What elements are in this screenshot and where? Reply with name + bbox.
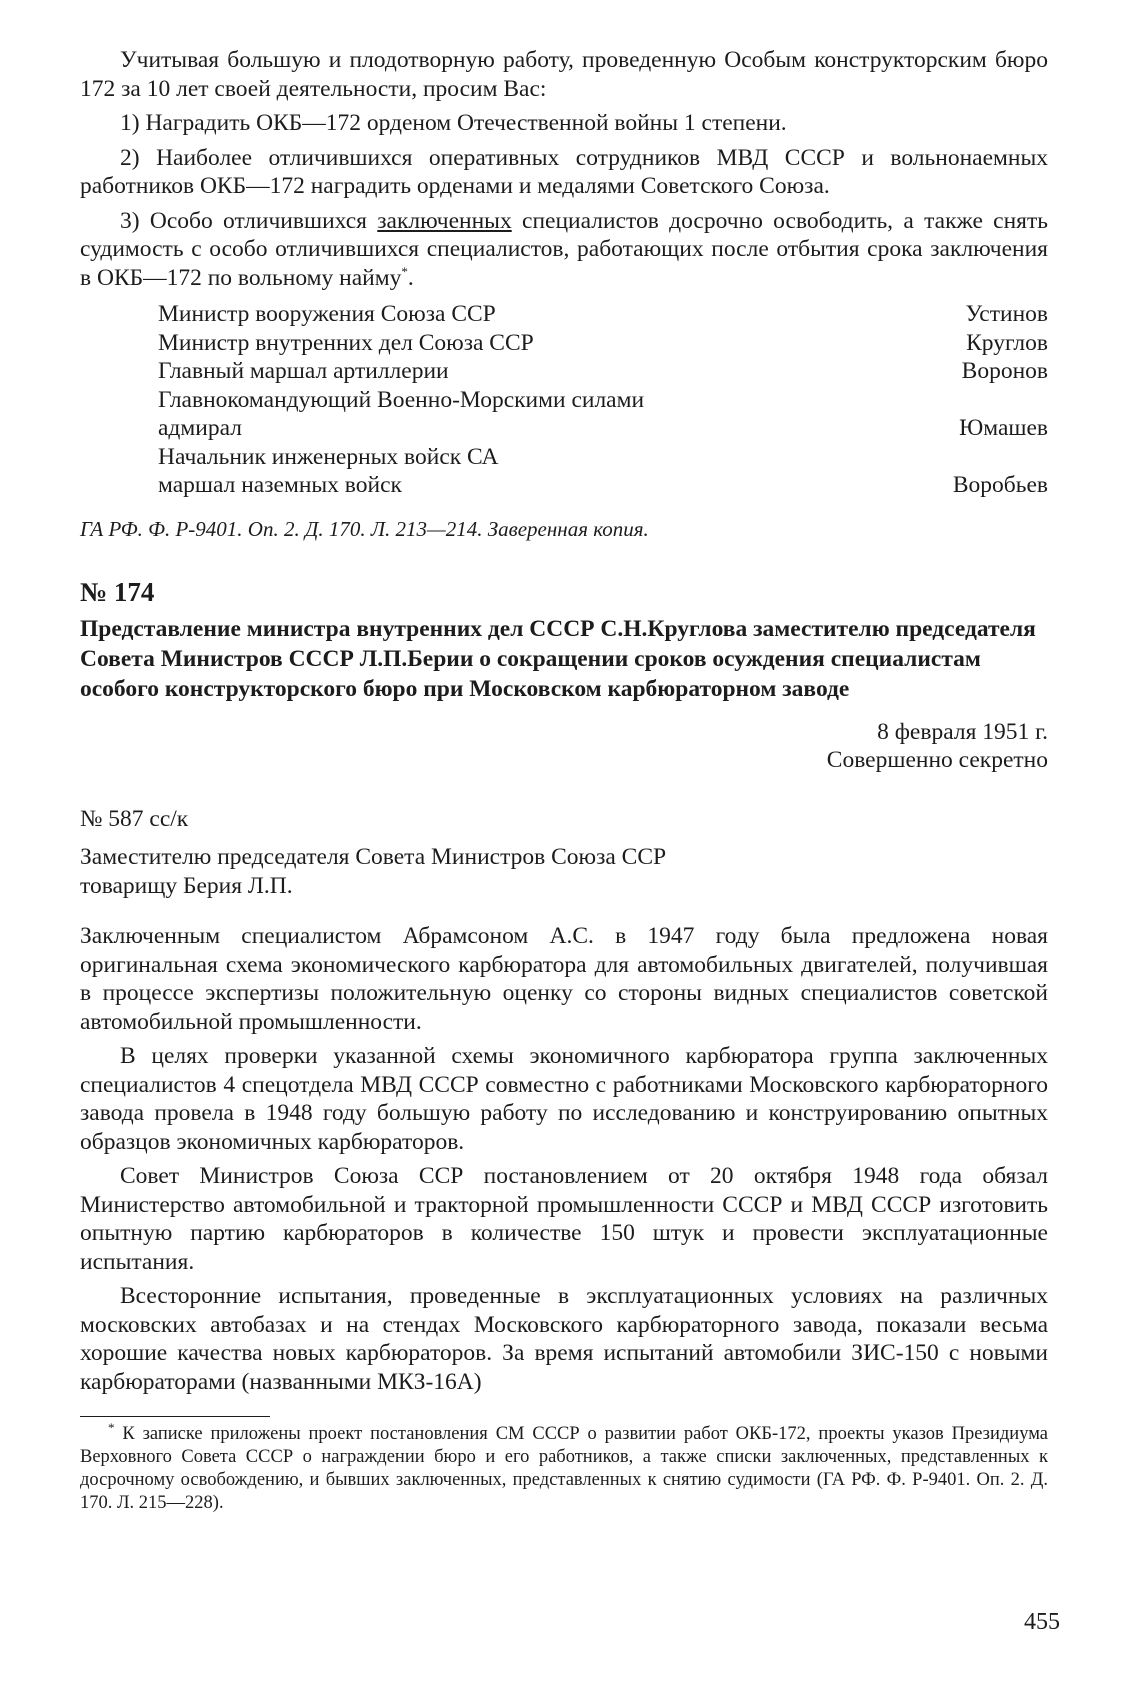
document-date: 8 февраля 1951 г.: [877, 718, 1048, 745]
signature-row: [158, 443, 1048, 472]
request-item-3: [80, 207, 1048, 293]
request-item-1: 1) Наградить ОКБ—172 орденом Отечественной войны 1 степени.: [120, 110, 787, 136]
body-paragraph: Всесторонние испытания, проведенные в эксплуатационных условиях на различных московских автобазах и на стендах Московского карбюраторного завода, показали весьма хорошие качества новых карбюраторов. За время испытаний автомобили ЗИС-150 с новыми карбюраторами (названными МКЗ-16А): [80, 1283, 1048, 1395]
footnote-divider: [80, 1416, 270, 1417]
body-paragraph: Совет Министров Союза ССР постановлением от 20 октября 1948 года обязал Министерство автомобильной и тракторной промышленности СССР и МВД СССР изготовить опытную партию карбюраторов в количестве 150 штук и провести эксплуатационные испытания.: [80, 1163, 1048, 1275]
document-number: № 174: [80, 576, 155, 607]
intro-paragraph: Учитывая большую и плодотворную работу, проведенную Особым конструкторским бюро 172 за 10 лет своей деятельности, просим Вас:: [80, 47, 1048, 102]
signature-block: [158, 300, 1048, 500]
footnote: [80, 1419, 1048, 1515]
footnote-text: К записке приложены проект постановления СМ СССР о развитии работ ОКБ-172, проекты указов Президиума Верховного Совета СССР о награждении бюро и его работников, а также списки заключенных, представленных к досрочному освобождению, и бывших заключенных, представленных к снятию судимости (ГА РФ. Ф. Р-9401. Оп. 2. Д. 170. Л. 215—228).: [80, 1424, 1048, 1513]
signer-title: Главный маршал артиллерии: [158, 358, 449, 384]
document-title: Представление министра внутренних дел СССР С.Н.Круглова заместителю председателя Совета Министров СССР Л.П.Берии о сокращении сроков осуждения специалистам особого конструкторского бюро при Московском карбюраторном заводе: [80, 615, 1036, 702]
request-item-3-after: специалистов досрочно освободить, а также снять судимость с особо отличившихся специалистов, работающих после отбытия срока заключения в ОКБ—172 по вольному найму: [80, 207, 1048, 291]
signer-title: маршал наземных войск: [158, 472, 402, 498]
signer-title: Начальник инженерных войск СА: [158, 443, 499, 470]
page-number: 455: [1024, 1609, 1060, 1635]
signature-row: [158, 386, 1048, 415]
addressee-line: товарищу Берия Л.П.: [80, 872, 293, 899]
underlined-word: заключенных: [377, 207, 512, 234]
signer-name: Круглов: [966, 329, 1048, 356]
footnote-reference: *: [401, 263, 408, 279]
signature-row: [158, 329, 1048, 358]
signer-name: Воронов: [961, 358, 1048, 384]
classification-stamp: Совершенно секретно: [826, 747, 1048, 773]
signer-name: Воробьев: [952, 472, 1048, 498]
request-item-3-end: .: [407, 264, 414, 291]
body-paragraph: Заключенным специалистом Абрамсоном А.С. в 1947 году была предложена новая оригинальная схема экономического карбюратора для автомобильных двигателей, получившая в процессе экспертизы положительную оценку со стороны видных специалистов советской автомобильной промышленности.: [80, 923, 1048, 1035]
signer-name: Юмашев: [959, 415, 1048, 441]
request-item-2: 2) Наиболее отличившихся оперативных сотрудников МВД СССР и вольнонаемных работников ОКБ—172 наградить орденами и медалями Советского Союза.: [80, 144, 1048, 199]
archive-source: ГА РФ. Ф. Р-9401. Оп. 2. Д. 170. Л. 213—214. Заверенная копия.: [80, 516, 649, 541]
outgoing-number: № 587 сс/к: [80, 805, 189, 832]
signer-title: Министр вооружения Союза ССР: [158, 301, 496, 327]
signature-row: [158, 414, 1048, 443]
signature-row: [158, 300, 1048, 329]
signer-title: Главнокомандующий Военно-Морскими силами: [158, 386, 645, 413]
footnote-marker: *: [108, 1419, 115, 1435]
body-paragraph: В целях проверки указанной схемы экономичного карбюратора группа заключенных специалистов 4 спецотдела МВД СССР совместно с работниками Московского карбюраторного завода провела в 1948 году большую работу по исследованию и конструированию опытных образцов экономичных карбюраторов.: [80, 1043, 1048, 1155]
signature-row: [158, 357, 1048, 386]
request-item-3-before: 3) Особо отличившихся: [120, 207, 378, 234]
page-content: [80, 46, 1048, 1515]
signer-title: адмирал: [158, 415, 242, 441]
signer-title: Министр внутренних дел Союза ССР: [158, 329, 534, 356]
addressee-line: Заместителю председателя Совета Министров Союза ССР: [80, 844, 667, 870]
signature-row: [158, 471, 1048, 500]
signer-name: Устинов: [965, 301, 1048, 327]
